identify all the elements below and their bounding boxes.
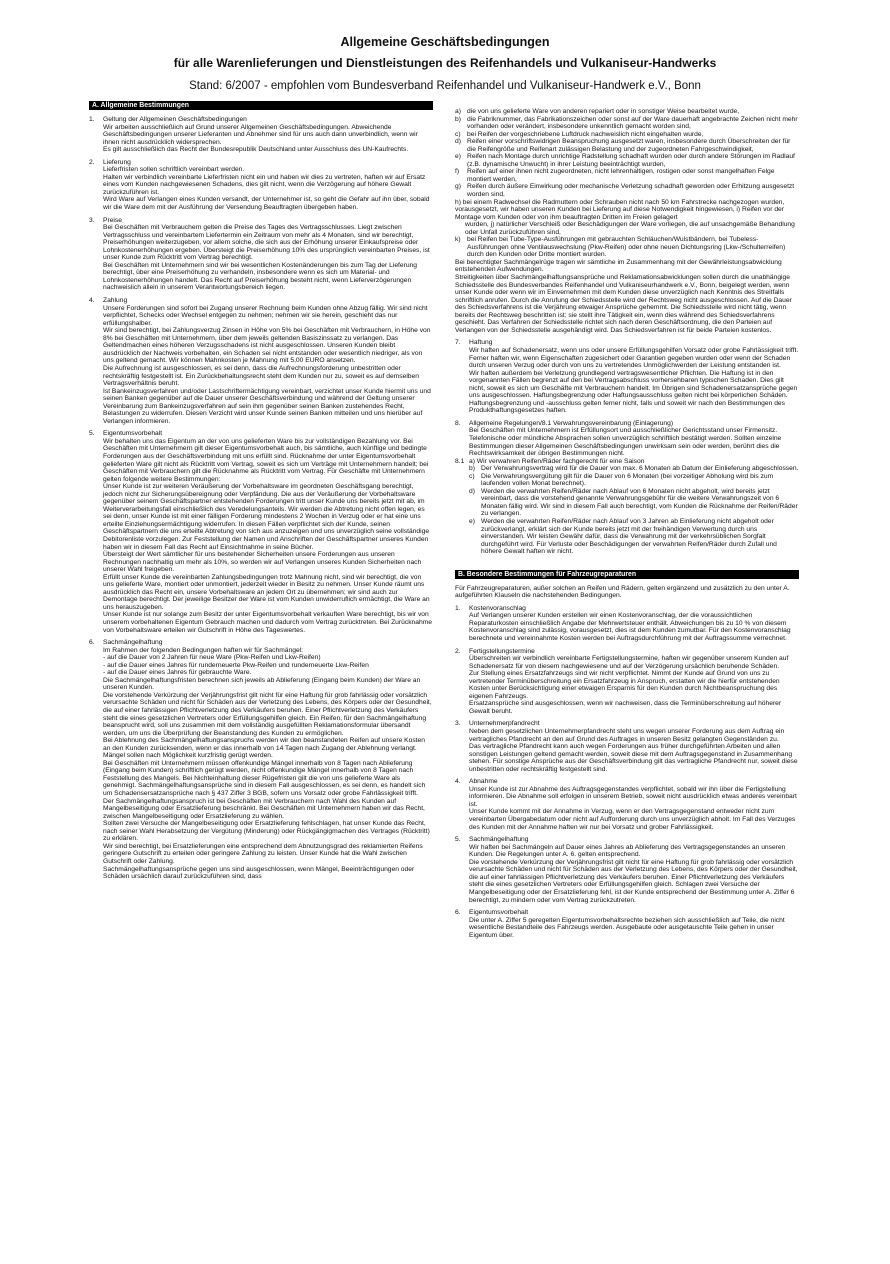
exclusion-item: wurden, j) natürlicher Verschleiß oder Beschädigungen der Ware vorliegen, die auf unsachgemäße Behandlung [465,221,795,229]
clause-paragraph: Ersatzansprüche sind ausgeschlossen, wenn wir nachweisen, dass die Terminüberschreitung auf höherer Gewalt beruht. [469,700,782,715]
storage-item: c) Die Verwahrungsvergütung gilt für die Dauer von 6 Monaten (bei vorzeitiger Abholung wird bis zum laufenden vollen Monat berechnet). [469,472,774,488]
clause-paragraph: Unser Kunde kommt mit der Annahme in Verzug, wenn er den Vertragsgegenstand entweder nicht zum vereinbarten Übergabedatum oder nicht auf Aufforderung durch uns unverzüglich abholt. Im Fall des Verzuges des Kunden mit der Annahme haften wir nur bei Vorsatz und grober Fahrlässigkeit. [469,808,796,831]
storage-item: d) Werden die verwahrten Reifen/Räder nach Ablauf von 6 Monaten nicht abgeholt, wird bereits jetzt vereinbart, dass die vorstehend genannte Verwahrungsgebühr für die weitere Verwahrungszeit von 6 Monaten fällig wird. Wir sind in diesem Fall auch berechtigt, vom Kunden die Rücknahme der Reifen/Räder zu verlangen. [469,487,798,518]
b3-clause [455,720,799,773]
clause-paragraph: Wir arbeiten ausschließlich auf Grund unserer Allgemeinen Geschäftsbedingungen. Abweichende Geschäftsbedingungen unserer Lieferanten und Abnehmer sind für uns auch dann unverbindlich, wenn wir ihnen nicht ausdrücklich widersprechen. [103,123,418,146]
left-column [89,101,433,886]
section-b-intro: Für Fahrzeugreparaturen, außer solchen an Reifen und Rädern, gelten ergänzend und zusätzlich zu den unter A. aufgeführten Klauseln die nachstehenden Bedingungen. [455,584,790,600]
b6-clause [455,909,799,939]
clause-paragraph: Wir haften außerdem bei Verletzung grundlegend vertragswesentlicher Pflichten. Die Haftung ist in den vorgenannten Fällen begrenzt auf den bei Vertragsabschluss vorhersehbaren typischen Schaden. Dies gilt nicht, soweit es sich um Geschäfte mit Verbrauchern handelt. Im Übrigen sind Schadenersatzansprüche gegen uns ausgeschlossen. Haftungsbegrenzung oder Haftungsausschluss gelten nicht bei körperlichen Schäden. Haftungsbegrenzung und -ausschluss gelten ferner nicht, falls und soweit wir nach den Bestimmungen des Produkthaftungsgesetzes haften. [469,369,798,415]
clause-title: a) Wir verwahren Reifen/Räder fachgerecht für eine Saison [469,457,645,465]
clause-number: 4. [89,297,95,305]
clause-title: Lieferung [103,158,131,166]
a4-clause [89,297,433,425]
clause-title: Preise [103,216,122,224]
clause-paragraph: Zur Stellung eines Ersatzfahrzeugs sind wir nicht verpflichtet. Nimmt der Kunde auf Grund von uns zu vertretender Terminüberschreitung ein Ersatzfahrzeug in Anspruch, erstatten wir die hierfür entstehenden Kosten unter Berücksichtigung einer etwaigen Ersparnis für den Kunden durch Nichtbeanspruchung des eigenen Fahrzeugs. [469,670,780,700]
clause-number: 2. [455,647,461,655]
clause-paragraph: Bei Geschäften mit Verbrauchern gelten die Preise des Tages des Vertragsschlusses. Liegt zwischen Vertragsschluss und vereinbartem Liefertermin ein Zeitraum von mehr als 4 Monaten, sind wir berechtigt, Preiserhöhungen weiterzugeben, vor allem solche, die sich aus der Erhöhung unserer Einkaufspreise oder Lohnkostenerhöhungen ergeben. Übersteigt die Preiserhöhung 10% des ursprünglich vereinbarten Preises, ist unser Kunde zum Rücktritt vom Vertrag berechtigt. [103,224,430,262]
storage-item: e) Werden die verwahrten Reifen/Räder nach Ablauf von 3 Jahren ab Einlieferung nicht abgeholt oder zurückverlangt, erklärt sich der Kunde bereits jetzt mit der freihändigen Verwertung durch uns einverstanden. Wir leisten Gewähr dafür, dass die Verwahrung mit der verkehrsüblichen Sorgfalt durchgeführt wird. Für Verluste oder Beschädigungen der verwahrten Reifen/Räder durch Zufall und höhere Gewalt haften wir nicht. [469,517,777,556]
clause-paragraph: Bei Geschäften mit Unternehmern ist Erfüllungsort und ausschließlicher Gerichtsstand unser Firmensitz. [469,427,778,435]
clause-number: 4. [455,778,461,786]
exclusion-item: h) bei einem Radwechsel die Radmuttern oder Schrauben nicht nach 50 km Fahrstrecke nachgezogen wurden, vorausgesetzt, wir haben unseren Kunden bei Lieferung auf diese Notwendigkeit hingewiesen, i) Reifen vor der Montage vom Kunden oder von ihm beauftragten Dritten im Freien gelagert [455,198,785,221]
clause-paragraph: Wir sind berechtigt, bei Ersatzlieferungen eine entsprechend dem Abnutzungsgrad des reklamierten Reifens geringere Gutschrift zu erteilen oder geringere Zahlung zu leisten. Unser Kunde hat die Wahl zwischen Gutschrift oder Zahlung. [103,842,423,865]
right-column [455,108,799,944]
warranty-duration: - auf die Dauer eines Jahres für runderneuerte Pkw-Reifen und runderneuerte Lkw-Reifen [103,661,369,669]
clause-paragraph: Bei Ablehnung des Sachmängelhaftungsanspruchs werden wir den beanstandeten Reifen auf unsere Kosten an den Kunden zurücksenden, wenn er das innerhalb von 14 Tagen nach Zugang der Ablehnung verlangt. [103,737,425,752]
exclusion-item: d) Reifen einer vorschriftswidrigen Beanspruchung ausgesetzt waren, insbesondere durch Überschreiten der für die Reifengröße und Reifenart zulässigen Belastung und der zugeordneten Fahrgeschwindigkeit, [455,138,791,153]
clause-paragraph: Bei Geschäften mit Unternehmern müssen offenkundige Mängel innerhalb von 8 Tagen nach Ablieferung (Eingang beim Kunden) schriftlich gerügt werden, nicht offenkundige Mängel innerhalb von 8 Tagen nach Feststellung des Mangels. Bei Nichteinhaltung dieser Rügefristen gilt die von uns gelieferte Ware als genehmigt. Sachmängelhaftungsansprüche sind in diesem Fall ausgeschlossen, es sei denn, es handelt sich um Schadensersatzansprüche nach § 437 Ziffer 3 BGB, sofern uns Vorsatz oder grobe Fahrlässigkeit trifft. [103,759,426,798]
clause-paragraph: Unser Kunde ist zur Abnahme des Auftragsgegenstandes verpflichtet, sobald wir ihn über die Fertigstellung informieren. Die Abnahme soll erfolgen in unserem Betrieb, soweit nicht ausdrücklich etwas anderes vereinbart ist. [469,785,797,808]
clause-title: Haftung [469,339,493,347]
clause-paragraph: Telefonische oder mündliche Absprachen sollen unverzüglich schriftlich bestätigt werden. Sollten einzelne Bestimmungen dieser Allgemeinen Geschäftsbedingungen unwirksam sein oder werden, berührt dies die Rechtswirksamkeit der übrigen Bestimmungen nicht. [469,434,782,458]
clause-paragraph: Lieferfristen sollen schriftlich vereinbart werden. [103,166,245,174]
clause-number: 3. [89,216,95,224]
a5-clause [89,430,433,634]
b2-clause [455,648,799,716]
clause-number: 3. [455,720,461,728]
clause-number: 7. [455,339,461,347]
clause-paragraph: Wir haften bei Sachmängeln auf Dauer eines Jahres ab Ablieferung des Vertragsgegenstandes an unseren Kunden. Die Regelungen unter A. 6. gelten entsprechend. [469,843,786,859]
document-subtitle: für alle Warenlieferungen und Dienstleistungen des Reifenhandels und Vulkaniseur-Handwerks [173,56,717,70]
clause-number: 5. [455,836,461,844]
exclusion-item: oder Unfall zurückzuführen sind, [465,228,561,236]
clause-title: Zahlung [103,297,128,305]
clause-paragraph: Unser Kunde ist zur weiteren Veräußerung der Vorbehaltsware im geordneten Geschäftsgang berechtigt, jedoch nicht zur Sicherungsübereignung oder Verpfändung. Die aus der Veräußerung der Vorbehaltsware gegenüber seinem Geschäftspartner entstehenden Forderungen tritt unser Kunde uns bereits jetzt mit ab, im Weiterverarbeitungsfall einschließlich des Veredelungsanteils. Wir werden die Abtretung nicht offen legen, es sei denn, unser Kunde ist mit einer fälligen Forderung mindestens 2 Wochen in Verzug oder er hat eine uns erteilte Einziehungsermächtigung widerrufen. In diesen Fällen verpflichtet sich der Kunde, seinen Geschäftspartnern die uns erteilte Abtretung von sich aus anzuzeigen und uns unverzüglich seine vollständige Debitorenliste vorzulegen. Zur Feststellung der Namen und Anschriften der Geschäftspartner unseres Kunden haben wir in diesem Fall das Recht auf Einsichtnahme in seine Bücher. [103,483,430,551]
a8-clause [455,420,799,458]
exclusion-item: g) Reifen durch äußere Einwirkung oder mechanische Verletzung schadhaft geworden oder Erhitzung ausgesetzt worden sind, [455,183,795,199]
clause-paragraph: Wird Ware auf Verlangen eines Kunden versandt, der Unternehmer ist, so geht die Gefahr auf ihn über, sobald wir die Ware dem mit der Ausführung der Versendung Beauftragten übergeben haben. [103,196,430,212]
b4-clause [455,778,799,831]
clause-paragraph: Bei Geschäften mit Unternehmern sind wir bei wesentlichen Kostenänderungen bis zum Tag der Lieferung berechtigt, über eine Preiserhöhung zu verhandeln, insbesondere wenn es sich um Material- und Lohnkostenerhöhungen handelt. Das Recht auf Preiserhöhung besteht nicht, wenn Lieferverzögerungen nachweislich allein in unserem Verantwortungsbereich liegen. [103,261,417,292]
section-b-heading: B. Besondere Bestimmungen für Fahrzeugreparaturen [455,570,799,579]
warranty-duration: - auf die Dauer eines Jahres für gebrauchte Ware. [103,669,252,677]
exclusion-item: b) die Fabriknummer, das Fabrikationszeichen oder sonst auf der Ware dauerhaft angebrachte Zeichen nicht mehr vorhanden oder verändert, insbesondere unkenntlich gemacht worden sind, [455,115,798,131]
clause-title: Eigentumsvorbehalt [469,909,529,917]
clause-number: 2. [89,158,95,166]
warranty-duration: - auf die Dauer von 2 Jahren für neue Ware (Pkw-Reifen und Lkw-Reifen) [103,654,321,662]
clause-title: Sachmängelhaftung [103,639,163,647]
clause-paragraph: Die Aufrechnung ist ausgeschlossen, es sei denn, dass die Aufrechnungsforderung unbestritten oder rechtskräftig festgestellt ist. Ein Zurückbehaltungsrecht steht dem Kunden nur zu, soweit es auf demselben Vertragsverhältnis beruht. [103,364,419,388]
section-a-heading: A. Allgemeine Bestimmungen [89,101,433,110]
b5-clause [455,836,799,904]
document-status: Stand: 6/2007 - empfohlen vom Bundesverband Reifenhandel und Vulkaniseur-Handwerk e.V., Bonn [189,80,701,92]
clause-paragraph: Übersteigt der Wert sämtlicher für uns bestehender Sicherheiten unsere Forderungen aus unseren Rechnungen nachhaltig um mehr als 10%, so werden wir auf Verlangen unseres Kunden Sicherheiten nach unserer Wahl freigeben. [103,551,422,574]
clause-number: 1. [455,604,461,612]
clause-number: 8.1 [455,457,465,465]
clause-number: 6. [455,909,461,917]
b1-clause [455,605,799,643]
clause-title: Eigentumsvorbehalt [103,430,163,438]
exclusion-item: k) bei Reifen bei Tube-Type-Ausführungen mit gebrauchten Schläuchen/Wulstbändern, bei Tubeless-Ausführungen ohne Ventilauswechslung (Pkw-Reifen) oder ohne neuen Dichtungsring (Lkw-/Schulterreifen) durch den Kunden oder Dritte montiert wurden. [455,236,786,259]
clause-number: 1. [89,116,95,123]
clause-paragraph: Erfüllt unser Kunde die vereinbarten Zahlungsbedingungen trotz Mahnung nicht, sind wir berechtigt, die von uns gelieferte Ware, montiert oder unmontiert, jederzeit wieder in Besitz zu nehmen. Unser Kunde räumt uns ausdrücklich das Recht ein, unsere Vorbehaltsware an jedem Ort zu übernehmen; wir sind auch zur Demontage berechtigt. Der jeweilige Besitzer der Ware ist vom Kunden unwiderruflich ermächtigt, die Ware an uns herauszugeben. [103,573,430,611]
clause-paragraph: Es gilt ausschließlich das Recht der Bundesrepublik Deutschland unter Ausschluss des UN-Kaufrechts. [103,146,409,154]
clause-paragraph: Das vertragliche Pfandrecht kann auch wegen Forderungen aus früher durchgeführten Arbeiten und allen sonstigen Leistungen geltend gemacht werden, soweit diese mit dem Auftragsgegenstand in Zusammenhang stehen. Für sonstige Ansprüche aus der Geschäftsverbindung gilt das vertragliche Pfandrecht nur, soweit diese unbestritten oder rechtskräftig festgestellt sind. [469,743,798,773]
a1-clause [89,116,433,154]
clause-paragraph: Bei berechtigter Sachmängelrüge tragen wir sämtliche im Zusammenhang mit der Gewährleistungsabwicklung entstehenden Aufwendungen. [455,258,782,274]
clause-paragraph: Mängel sollen nach Möglichkeit kurzfristig gerügt werden. [103,752,273,760]
clause-paragraph: Ist Bankeinzugsverfahren und/oder Lastschriftermächtigung vereinbart, verzichtet unser Kunde hiermit uns und seinen Banken gegenüber auf die Dauer unserer Geschäftsverbindung und während der Geltung unserer Vereinbarung zum Bankeinzugsverfahren auf sein ihm gegenüber seinen Banken zustehendes Recht, Belastungen zu widerrufen. Diesen Verzicht wird unser Kunde seinen Banken mitteilen und uns hierüber auf Verlangen informieren. [103,387,431,425]
clause-paragraph: Die Sachmängelhaftungsfristen berechnen sich jeweils ab Ablieferung (Eingang beim Kunden) der Ware an unseren Kunden. [103,676,421,692]
clause-title: Kostenvoranschlag [469,604,526,612]
exclusion-item: a) die von uns gelieferte Ware von anderen repariert oder in sonstiger Weise bearbeitet wurde, [455,108,740,115]
exclusion-item: e) Reifen nach Montage durch unrichtige Radstellung schadhaft wurden oder durch andere Störungen im Radlauf (z.B. dynamische Unwucht) in ihrer Leistung beeinträchtigt wurden, [455,153,795,168]
clause-paragraph: Wir haften auf Schadenersatz, wenn uns oder unsere Erfüllungsgehilfen Vorsatz oder grobe Fahrlässigkeit trifft. Ferner haften wir, wenn Eigenschaften zugesichert oder Garantien gegeben wurden oder wenn der Schaden durch unseren Verzug oder durch von uns zu vertretendes Unmöglichwerden der Leistung entstanden ist. [469,346,799,370]
a7-clause [455,339,799,414]
clause-number: 8. [455,419,461,427]
clause-paragraph: Im Rahmen der folgenden Bedingungen haften wir für Sachmängel: [103,646,304,654]
a2-clause [89,159,433,212]
exclusion-item: f) Reifen auf einer ihnen nicht zugeordneten, nicht lehrenhaltigen, rostigen oder sonst mangelhaften Felge montiert werden, [455,168,775,183]
storage-item: b) Der Verwahrungsvertrag wird für die Dauer von max. 6 Monaten ab Datum der Einlieferung abgeschlossen. [469,465,799,473]
document-header [0,34,890,94]
a6-clause [89,639,433,881]
clause-paragraph: Wir behalten uns das Eigentum an der von uns gelieferten Ware bis zur vollständigen Bezahlung vor. Bei Geschäften mit Unternehmern gilt dieser Eigentumsvorbehalt auch, bis sämtliche, auch künftige und bedingte Forderungen aus der Geschäftsverbindung mit uns erfüllt sind. Rücknahme der unter Eigentumsvorbehalt gelieferten Ware gilt nicht als Rücktritt vom Vertrag, soweit es sich um Verträge mit Unternehmern handelt; bei Geschäften mit Verbrauchern gilt die Rücknahme als Rücktritt vom Vertrag. Für Geschäfte mit Unternehmern gelten folgende weitere Bestimmungen: [103,437,429,483]
clause-title: Geltung der Allgemeinen Geschäftsbedingungen [103,116,247,123]
document-title: Allgemeine Geschäftsbedingungen [340,35,550,49]
clause-title: Unternehmerpfandrecht [469,720,540,728]
clause-paragraph: Die unter A. Ziffer 5 geregelten Eigentumsvorbehaltsrechte beziehen sich ausschließlich auf Teile, die nicht wesentliche Bestandteile des Fahrzeugs werden. Ausgebaute oder ausgetauschte Teile gehen in unser Eigentum über. [469,916,785,939]
a81-clause [455,458,799,556]
clause-title: Allgemeine Regelungen/8.1 Verwahrungsvereinbarung (Einlagerung) [469,419,674,427]
clause-title: Sachmängelhaftung [469,836,529,844]
clause-paragraph: Auf Verlangen unserer Kunden erstellen wir einen Kostenvoranschlag, der die voraussichtlichen Reparaturkosten einschließlich Angabe der Mehrwertsteuer enthält. Abweichungen bis zu 10 % von diesem Kostenvoranschlag sind zulässig, vorausgesetzt, dies ist dem Kunden zumutbar. Für den Kostenvoranschlag berechnete und vereinnahmte Kosten werden bei Auftragsdurchführung mit der Auftragssumme verrechnet. [469,612,791,642]
clause-paragraph: Sachmängelhaftungsansprüche gegen uns sind ausgeschlossen, wenn Mängel, Beeinträchtigungen oder Schäden ursächlich darauf zurückzuführen sind, dass [103,865,415,881]
a3-clause [89,217,433,292]
clause-paragraph: Unser Kunde ist nur solange zum Besitz der unter Eigentumsvorbehalt verkauften Ware berechtigt, bis wir von unserem vorbehaltenen Eigentum Gebrauch machen und dadurch vom Vertrag zurücktreten. Bei Zurücknahme von Vorbehaltsware erteilen wir Gutschrift in Höhe des Tageswertes. [103,611,432,634]
clause-paragraph: Neben dem gesetzlichen Unternehmerpfandrecht steht uns wegen unserer Forderung aus dem Auftrag ein vertragliches Pfandrecht an den auf Grund des Auftrages in unseren Besitz gelangten Gegenständen zu. [469,728,785,743]
clause-paragraph: Halten wir verbindlich vereinbarte Lieferfristen nicht ein und haben wir dies zu vertreten, haften wir auf Ersatz eines vom Kunden nachgewiesenen Schadens, dies gilt nicht, wenn die Verzögerung auf höhere Gewalt zurückzuführen ist. [103,173,426,196]
clause-paragraph: Überschreiten wir verbindlich vereinbarte Fertigstellungstermine, haften wir gegenüber unserem Kunden auf Schadenersatz für von diesem nachgewiesene und auf der Verzögerung ursächlich beruhende Schäden. [469,655,789,670]
exclusion-item: c) bei Reifen der vorgeschriebene Luftdruck nachweislich nicht eingehalten wurde, [455,130,704,138]
clause-number: 5. [89,430,95,438]
clause-paragraph: Sollten zwei Versuche der Mangelbeseitigung oder Ersatzlieferung fehlschlagen, hat unser Kunde das Recht, nach seiner Wahl Herabsetzung der Vergütung (Minderung) oder Rückgängigmachen des Vertrages (Rücktritt) zu erklären. [103,820,430,843]
clause-paragraph: Unsere Forderungen sind sofort bei Zugang unserer Rechnung beim Kunden ohne Abzug fällig. Wir sind nicht verpflichtet, Schecks oder Wechsel entgegen zu nehmen; nehmen wir sie herein, geschieht das nur erfüllungshalber. [103,304,428,327]
clause-paragraph: Die vorstehende Verkürzung der Verjährungsfrist gilt nicht für eine Haftung für grob fahrlässig oder vorsätzlich verursachte Schäden und nicht für Schäden aus der Verletzung des Lebens, des Körpers oder der Gesundheit, die auf einer fahrlässigen Pflichtverletzung des Verkäufers beruhen. Einer Pflichtverletzung des Verkäufers steht die eines gesetzlichen Vertreters oder Erfüllungsgehilfen gleich. Schlagen zwei Versuche der Mangelbeseitigung oder der Ersatzlieferung fehl, ist der Kunde entsprechend der Bestimmung unter A. Ziffer 6 berechtigt, zu mindern oder vom Vertrag zurückzutreten. [469,858,798,904]
clause-paragraph: Der Sachmängelhaftungsanspruch ist bei Geschäften mit Verbrauchern nach Wahl des Kunden auf Mangelbeseitigung oder Ersatzlieferung beschränkt. Bei Geschäften mit Unternehmern haben wir das Recht, zwischen Mangelbeseitigung oder Ersatzlieferung zu wählen. [103,797,425,820]
clause-paragraph: Streitigkeiten über Sachmängelhaftungsansprüche und Reklamationsabwicklungen sollen durch die unabhängige Schiedsstelle des Bundesverbandes Reifenhandel und Vulkaniseurhandwerk e.V., Bonn, beigelegt werden, wenn unser Kunde oder wenn wir im Einvernehmen mit dem Kunden diese unverzüglich nach Kenntnis des Streitfalls schriftlich anrufen. Durch die Anrufung der Schiedsstelle wird der Rechtsweg nicht ausgeschlossen. Auf die Dauer des Schiedsverfahrens ist die Verjährung etwaiger Ansprüche gehemmt. Die Schiedsstelle wird nicht tätig, wenn bereits der Rechtsweg beschritten ist; sie stellt ihre Tätigkeit ein, wenn dies während des Schiedsverfahrens geschieht. Das Verfahren der Schiedsstelle richtet sich nach deren Geschäftsordnung, die den Parteien auf Verlangen von der Schiedsstelle ausgehändigt wird. Das Schiedsverfahren ist für beide Parteien kostenlos. [455,274,792,334]
clause-paragraph: Wir sind berechtigt, bei Zahlungsverzug Zinsen in Höhe von 5% bei Geschäften mit Verbrauchern, in Höhe von 8% bei Geschäften mit Unternehmern, über dem jeweils geltenden Basiszinssatz zu verlangen. Das Geltendmachen eines höheren Verzugsschadens ist nicht ausgeschlossen. Unseren Kunden bleibt ausdrücklich der Nachweis vorbehalten, ein Schaden sei nicht entstanden oder wesentlich niedriger, als von uns geltend gemacht. Wir können Mahnkosten je Mahnung mit 5,00 EURO ansetzen. [103,327,431,365]
clause-title: Fertigstellungstermine [469,647,535,655]
clause-paragraph: Die vorstehende Verkürzung der Verjährungsfrist gilt nicht für eine Haftung für grob fahrlässig oder vorsätzlich verursachte Schäden und nicht für Schäden aus der Verletzung des Lebens, des Körpers oder der Gesundheit, die auf einer fahrlässigen Pflichtverletzung des Verkäufers beruhen. Einer Pflichtverletzung des Verkäufers steht die eines gesetzlichen Vertreters oder Erfüllungsgehilfen gleich. Ein Reifen, für den Sachmängelhaftung beansprucht wird, soll uns zusammen mit dem vollständig ausgefüllten Reklamationsformular übersandt werden, um uns die Überprüfung der Beanstandung des Kunden zu ermöglichen. [103,691,432,737]
clause-title: Abnahme [469,778,498,786]
clause-number: 6. [89,639,95,647]
